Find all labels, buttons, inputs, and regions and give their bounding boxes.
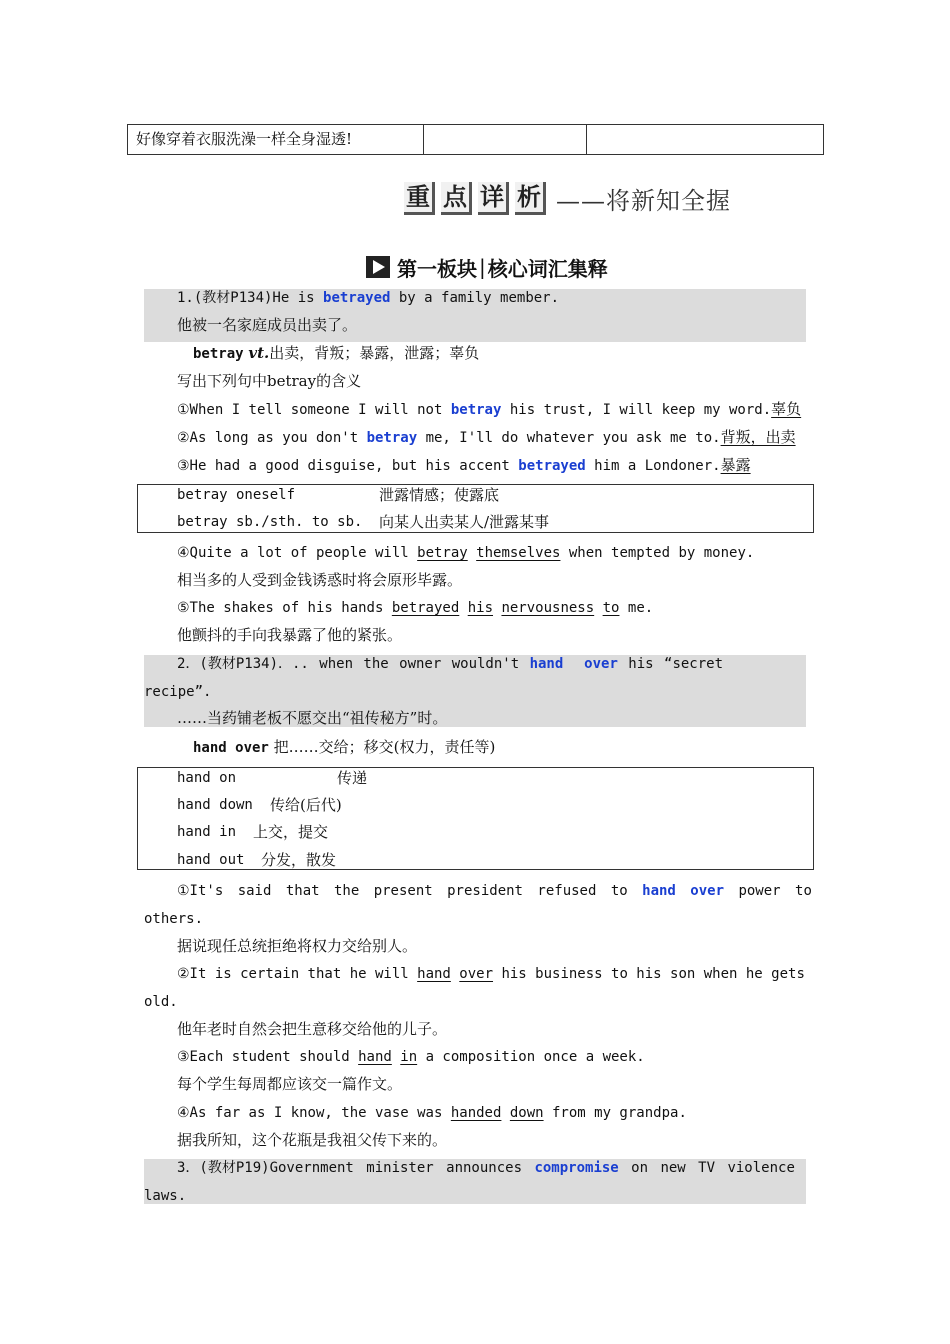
title-char: 重	[404, 182, 435, 215]
item2-example-2-translation: 他年老时自然会把生意移交给他的儿子。	[177, 1020, 448, 1038]
answer: down	[509, 1105, 544, 1121]
answer: 背叛，出卖	[720, 428, 796, 446]
item2-sentence-cont: recipe”.	[144, 684, 212, 700]
example-text: ①It's said that the present president refused to	[177, 883, 643, 899]
title-char: 析	[515, 182, 546, 215]
example-text: ④As far as I know, the vase was	[177, 1105, 451, 1121]
item-number: 1.	[177, 290, 194, 306]
definition-word: hand over	[193, 740, 269, 756]
phrase-en: betray oneself	[177, 487, 296, 503]
block-label-detail: 核心词汇集释	[487, 256, 608, 281]
item1-example-4-translation: 相当多的人受到金钱诱惑时将会原形毕露。	[177, 571, 463, 589]
phrase-en: hand on	[177, 770, 237, 786]
keyword: over	[584, 656, 618, 672]
item1-definition	[193, 342, 479, 365]
block-label: 第一板块	[397, 256, 477, 281]
part-of-speech: vt.	[248, 344, 270, 362]
answer: hand	[417, 966, 451, 982]
table-cell-text: 好像穿着衣服洗澡一样全身湿透!	[136, 130, 353, 148]
keyword: betray	[450, 402, 502, 418]
block-separator: |	[479, 255, 486, 279]
item1-example-5	[177, 597, 653, 619]
item2-example-2-cont: old.	[144, 994, 178, 1010]
item2-example-3-translation: 每个学生每周都应该交一篇作文。	[177, 1075, 403, 1093]
item1-translation: 他被一名家庭成员出卖了。	[177, 316, 358, 334]
item1-example-2	[177, 426, 796, 449]
item2-example-4	[177, 1102, 687, 1124]
item2-example-3	[177, 1046, 645, 1068]
example-text: ④Quite a lot of people will	[177, 545, 418, 561]
example-text: ②As long as you don't	[177, 430, 367, 446]
answer: betray	[417, 545, 468, 561]
definition-text: 把……交给；移交(权力，责任等)	[268, 738, 496, 756]
keyword: over	[690, 883, 725, 899]
answer: hand	[358, 1049, 392, 1065]
example-text: me.	[619, 600, 654, 616]
example-text: when tempted by money.	[560, 545, 755, 561]
example-text: ①When I tell someone I will not	[177, 402, 451, 418]
item1-task: 写出下列句中betray的含义	[177, 372, 362, 390]
item-source: (教材P134)He is	[193, 290, 324, 306]
keyword: betray	[366, 430, 418, 446]
phrase-en: hand in	[177, 824, 237, 840]
item2-example-1-cont: others.	[144, 911, 204, 927]
example-text: 2．(教材P134)．.. when the owner wouldn't	[177, 656, 530, 672]
item2-example-2	[177, 963, 805, 985]
example-text: power to	[724, 883, 812, 899]
item3-sentence-cont: laws.	[144, 1188, 187, 1204]
example-text: ⑤The shakes of his hands	[177, 600, 392, 616]
answer: nervousness	[501, 600, 595, 616]
phrase-cn: 传给(后代)	[270, 796, 342, 814]
phrase-cn: 向某人出卖某人/泄露某事	[379, 513, 550, 531]
answer: 暴露	[720, 456, 751, 474]
example-text: ②It is certain that he will	[177, 966, 418, 982]
example-text: me, I'll do whatever you ask me to.	[417, 430, 721, 446]
answer: in	[400, 1049, 418, 1065]
example-text: ③He had a good disguise, but his accent	[177, 458, 519, 474]
phrase-cn: 分发，散发	[261, 851, 337, 869]
table-cell	[128, 125, 424, 154]
example-text: his “secret	[617, 656, 724, 672]
block-title	[366, 253, 608, 281]
title-char: 点	[441, 182, 472, 215]
example-text: on new TV violence	[618, 1160, 795, 1176]
phrase-cn: 上交，提交	[253, 823, 329, 841]
item3-sentence	[177, 1157, 795, 1179]
title-char: 详	[478, 182, 509, 215]
phrase-en: hand out	[177, 852, 245, 868]
item2-sentence	[177, 653, 723, 675]
example-text: 3．(教材P19)Government minister announces	[177, 1160, 535, 1176]
example-text: ③Each student should	[177, 1049, 359, 1065]
definition-word: betray	[193, 346, 244, 362]
phrase-en: hand down	[177, 797, 253, 813]
item2-example-1-translation: 据说现任总统拒绝将权力交给别人。	[177, 937, 418, 955]
example-text: from my grandpa.	[543, 1105, 687, 1121]
example-text: him a Londoner.	[585, 458, 721, 474]
answer: 辜负	[771, 400, 802, 418]
item2-translation: ……当药铺老板不愿交出“祖传秘方”时。	[177, 709, 448, 727]
item2-definition	[193, 736, 495, 759]
keyword: compromise	[534, 1160, 619, 1176]
example-text: his trust, I will keep my word.	[501, 402, 772, 418]
item1-example-5-translation: 他颤抖的手向我暴露了他的紧张。	[177, 626, 403, 644]
example-text: his business to his son when he gets	[493, 966, 805, 982]
item2-example-1	[177, 880, 812, 902]
answer: handed	[450, 1105, 502, 1121]
section-subtitle: ——将新知全握	[556, 186, 731, 215]
phrase-cn: 传递	[337, 769, 368, 787]
keyword: betrayed	[518, 458, 586, 474]
keyword: hand	[529, 656, 564, 672]
answer: to	[602, 600, 620, 616]
item1-example-4	[177, 542, 754, 564]
keyword: betrayed	[323, 290, 391, 306]
item2-example-4-translation: 据我所知，这个花瓶是我祖父传下来的。	[177, 1131, 448, 1149]
answer: over	[459, 966, 494, 982]
definition-text: 出卖，背叛；暴露，泄露；辜负	[269, 344, 480, 362]
answer: betrayed	[391, 600, 460, 616]
phrase-cn: 泄露情感；使露底	[379, 486, 500, 504]
sentence-rest: by a family member.	[390, 290, 560, 306]
example-text: a composition once a week.	[417, 1049, 645, 1065]
play-icon	[366, 256, 390, 278]
top-table	[127, 124, 824, 155]
section-title	[404, 178, 731, 218]
item1-example-1	[177, 398, 801, 421]
answer: his	[467, 600, 494, 616]
item1-sentence	[177, 287, 559, 309]
keyword: hand	[642, 883, 676, 899]
phrase-en: betray sb./sth. to sb.	[177, 514, 363, 530]
table-cell	[423, 125, 587, 154]
answer: themselves	[476, 545, 561, 561]
item1-example-3	[177, 454, 751, 477]
